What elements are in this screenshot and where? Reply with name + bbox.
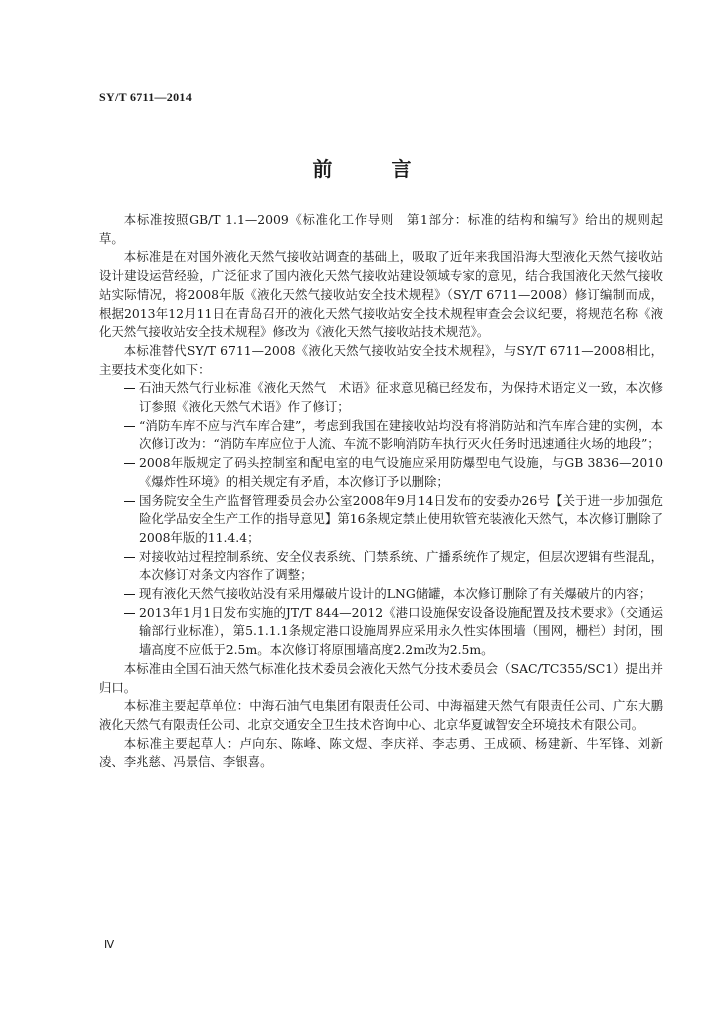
change-item-text: 对接收站过程控制系统、安全仪表系统、门禁系统、广播系统作了规定，但层次逻辑有些混乱，本次修订对条文内容作了调整； xyxy=(139,548,663,583)
change-item-text: 2008年版规定了码头控制室和配电室的电气设施应采用防爆型电气设施，与GB 3836—2010《爆炸性环境》的相关规定有矛盾，本次修订予以删除； xyxy=(139,455,663,489)
paragraph-replacement: 本标准替代SY/T 6711—2008《液化天然气接收站安全技术规程》，与SY/T 6711—2008相比，主要技术变化如下： xyxy=(99,342,663,377)
page-number: Ⅳ xyxy=(104,939,115,951)
paragraph-proposer: 本标准由全国石油天然气标准化技术委员会液化天然气分技术委员会（SAC/TC355/SC1）提出并归口。 xyxy=(99,660,663,695)
change-item xyxy=(99,417,663,454)
change-item xyxy=(99,585,663,604)
page-title: 前 言 xyxy=(312,157,438,181)
paragraph-background: 本标准是在对国外液化天然气接收站调查的基础上，吸取了近年来我国沿海大型液化天然气接收站设计建设运营经验，广泛征求了国内液化天然气接收站建设领域专家的意见，结合我国液化天然气接收站实际情况，将2008年版《液化天然气接收站安全技术规程》（SY/T 6711—2008）修订编制而成，根据2013年12月11日在青岛召开的液化天然气接收站安全技术规程审查会会议纪要，将规范名称《液化天然气接收站安全技术规程》修改为《液化天然气接收站技术规范》。 xyxy=(99,249,663,340)
change-item-text: “消防车库不应与汽车库合建”，考虑到我国在建接收站均没有将消防站和汽车库合建的实例，本次修订改为：“消防车库应位于人流、车流不影响消防车执行灭火任务时迅速通往火场的地段”； xyxy=(139,417,663,452)
change-item-text: 国务院安全生产监督管理委员会办公室2008年9月14日发布的安委办26号【关于进一步加强危险化学品安全生产工作的指导意见】第16条规定禁止使用软管充装液化天然气，本次修订删除了2008年版的11.4.4； xyxy=(139,492,663,545)
change-item xyxy=(99,492,663,548)
change-item xyxy=(99,379,663,416)
standard-code-header: SY/T 6711—2014 xyxy=(99,90,192,104)
change-item xyxy=(99,604,663,660)
change-item-text: 石油天然气行业标准《液化天然气 术语》征求意见稿已经发布，为保持术语定义一致，本次修订参照《液化天然气术语》作了修订； xyxy=(139,380,663,415)
foreword-body xyxy=(99,211,663,772)
change-item xyxy=(99,454,663,491)
change-item xyxy=(99,548,663,585)
change-item-text: 现有液化天然气接收站没有采用爆破片设计的LNG储罐，本次修订删除了有关爆破片的内容； xyxy=(139,586,652,602)
paragraph-drafting-units: 本标准主要起草单位：中海石油气电集团有限责任公司、中海福建天然气有限责任公司、广东大鹏液化天然气有限责任公司、北京交通安全卫生技术咨询中心、北京华夏诚智安全环境技术有限公司。 xyxy=(99,698,663,732)
paragraph-drafters: 本标准主要起草人：卢向东、陈峰、陈文煜、李庆祥、李志勇、王成硕、杨建新、牛军锋、刘新凌、李兆慈、冯景信、李银喜。 xyxy=(99,735,663,770)
change-item-text: 2013年1月1日发布实施的JT/T 844—2012《港口设施保安设备设施配置及技术要求》（交通运输部行业标准），第5.1.1.1条规定港口设施周界应采用永久性实体围墙（围网，栅栏）封闭，围墙高度不应低于2.5m。本次修订将原围墙高度2.2m改为2.5m。 xyxy=(139,604,663,658)
paragraph-drafting-rules: 本标准按照GB/T 1.1—2009《标准化工作导则 第1部分：标准的结构和编写》给出的规则起草。 xyxy=(99,212,663,246)
